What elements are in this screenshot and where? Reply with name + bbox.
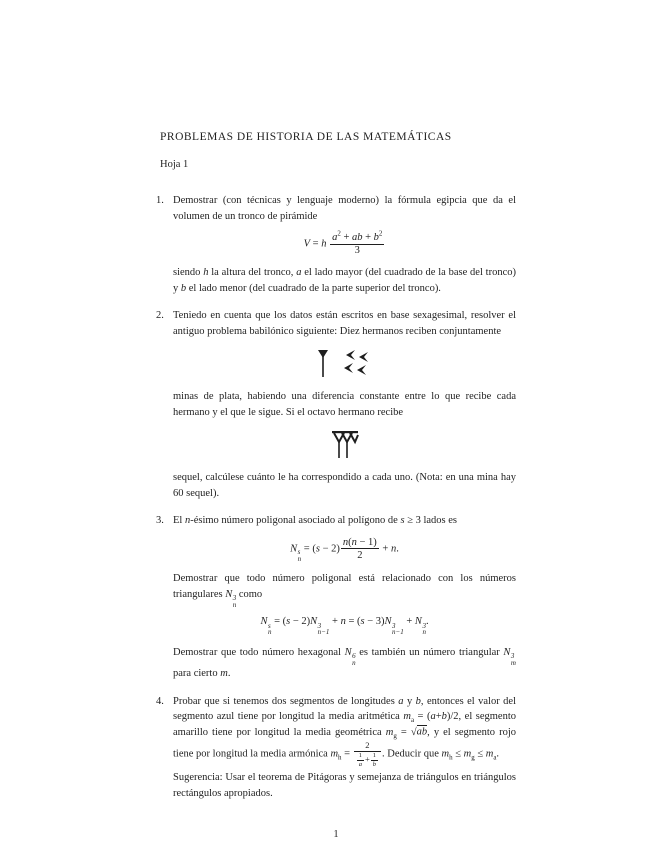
fraction: $\frac{1}{b}$ bbox=[372, 752, 377, 769]
paragraph: sequel, calcúlese cuánto le ha correspondido a cada uno. (Nota: en una mina hay 60 sequel). bbox=[173, 472, 516, 499]
problem-number: 3. bbox=[156, 515, 164, 526]
paragraph: El n-ésimo número poligonal asociado al polígono de s ≥ 3 lados es bbox=[173, 515, 457, 526]
paragraph: Demostrar que todo número poligonal está relacionado con los números triangulares N 3 n como bbox=[173, 573, 516, 609]
sheet-label: Hoja 1 bbox=[160, 159, 189, 170]
problem-number: 1. bbox=[156, 195, 164, 206]
problem-list bbox=[156, 193, 516, 803]
sup-sub-script: 6 n bbox=[352, 652, 356, 667]
problem-number: 2. bbox=[156, 310, 164, 321]
paragraph: Probar que si tenemos dos segmentos de longitudes a y b, entonces el valor del segmento azul tiene por longitud la media aritmética $m_a = (a+b)/2$, el segmento amarillo tiene por longitud la media geométrica $m_g = √ab$, y el segmento rojo tiene por longitud la media armónica $m_h$ = 2 $\frac{1}{a}$ + $\frac{1}{b}$ . Deducir que $m_h \le m_g \le m_a$. bbox=[173, 695, 517, 769]
sup-sub-script: s n bbox=[267, 621, 272, 637]
problem-number: 4. bbox=[156, 695, 164, 707]
problem-body bbox=[173, 193, 516, 298]
cuneiform-numeral-wedges-icon bbox=[173, 429, 516, 461]
sup-sub-script: 3 n−1 bbox=[392, 621, 404, 637]
paragraph: Sugerencia: Usar el teorema de Pitágoras y semejanza de triángulos en triángulos rectángulos apropiados. bbox=[173, 772, 516, 799]
sup-sub-script: 3 n−1 bbox=[317, 621, 330, 637]
problem-3 bbox=[156, 513, 516, 684]
paragraph: minas de plata, habiendo una diferencia constante entre lo que recibe cada hermano y el que le sigue. Si el octavo hermano recibe bbox=[173, 391, 516, 418]
fraction: 2 $\frac{1}{a}$ + $\frac{1}{b}$ bbox=[353, 740, 382, 768]
sup-sub-script: 3 m bbox=[510, 652, 516, 667]
problem-body bbox=[173, 694, 516, 804]
paragraph: Demostrar (con técnicas y lenguaje moderno) la fórmula egipcia que da el volumen de un tronco de pirámide bbox=[173, 195, 516, 222]
fraction: $\frac{1}{a}$ bbox=[358, 752, 362, 769]
sup-sub-script: s n bbox=[297, 548, 302, 563]
display-formula: N s n = (s − 2)N 3 n−1 + n = (s − 3)N 3 n−1 + N 3 n . bbox=[260, 616, 429, 637]
page-title: PROBLEMAS DE HISTORIA DE LAS MATEMÁTICAS bbox=[160, 131, 452, 143]
paragraph: Demostrar que todo número hexagonal N 6 n es también un número triangular N 3 m para cierto m. bbox=[173, 646, 516, 680]
sup-sub-script: 3 n bbox=[232, 594, 237, 609]
display-formula: V = h $\frac{a^2 + ab + b^2}{3}$ bbox=[173, 232, 516, 256]
fraction: $\frac{a^2 + ab + b^2}{3}$ bbox=[332, 229, 383, 256]
problem-4 bbox=[156, 694, 516, 804]
cuneiform-numeral-1-40-icon bbox=[173, 348, 516, 380]
sup-sub-script: 3 n bbox=[422, 621, 426, 637]
problem-1 bbox=[156, 193, 516, 298]
problem-2 bbox=[156, 308, 516, 503]
paragraph: siendo h la altura del tronco, a el lado mayor (del cuadrado de la base del tronco) y b el lado menor (del cuadrado de la parte superior del tronco). bbox=[173, 267, 517, 294]
paragraph: Teniedo en cuenta que los datos están escritos en base sexagesimal, resolver el antiguo problema babilónico siguiente: Diez hermanos reciben conjuntamente bbox=[173, 310, 516, 337]
problem-body bbox=[173, 513, 516, 684]
problem-body bbox=[173, 308, 516, 503]
fraction: $\frac{n(n - 1)}{2}$ bbox=[342, 536, 377, 561]
page-number: 1 bbox=[333, 829, 339, 841]
display-formula: N s n = (s − 2) $\frac{n(n - 1)}{2}$ + n. bbox=[290, 536, 399, 563]
